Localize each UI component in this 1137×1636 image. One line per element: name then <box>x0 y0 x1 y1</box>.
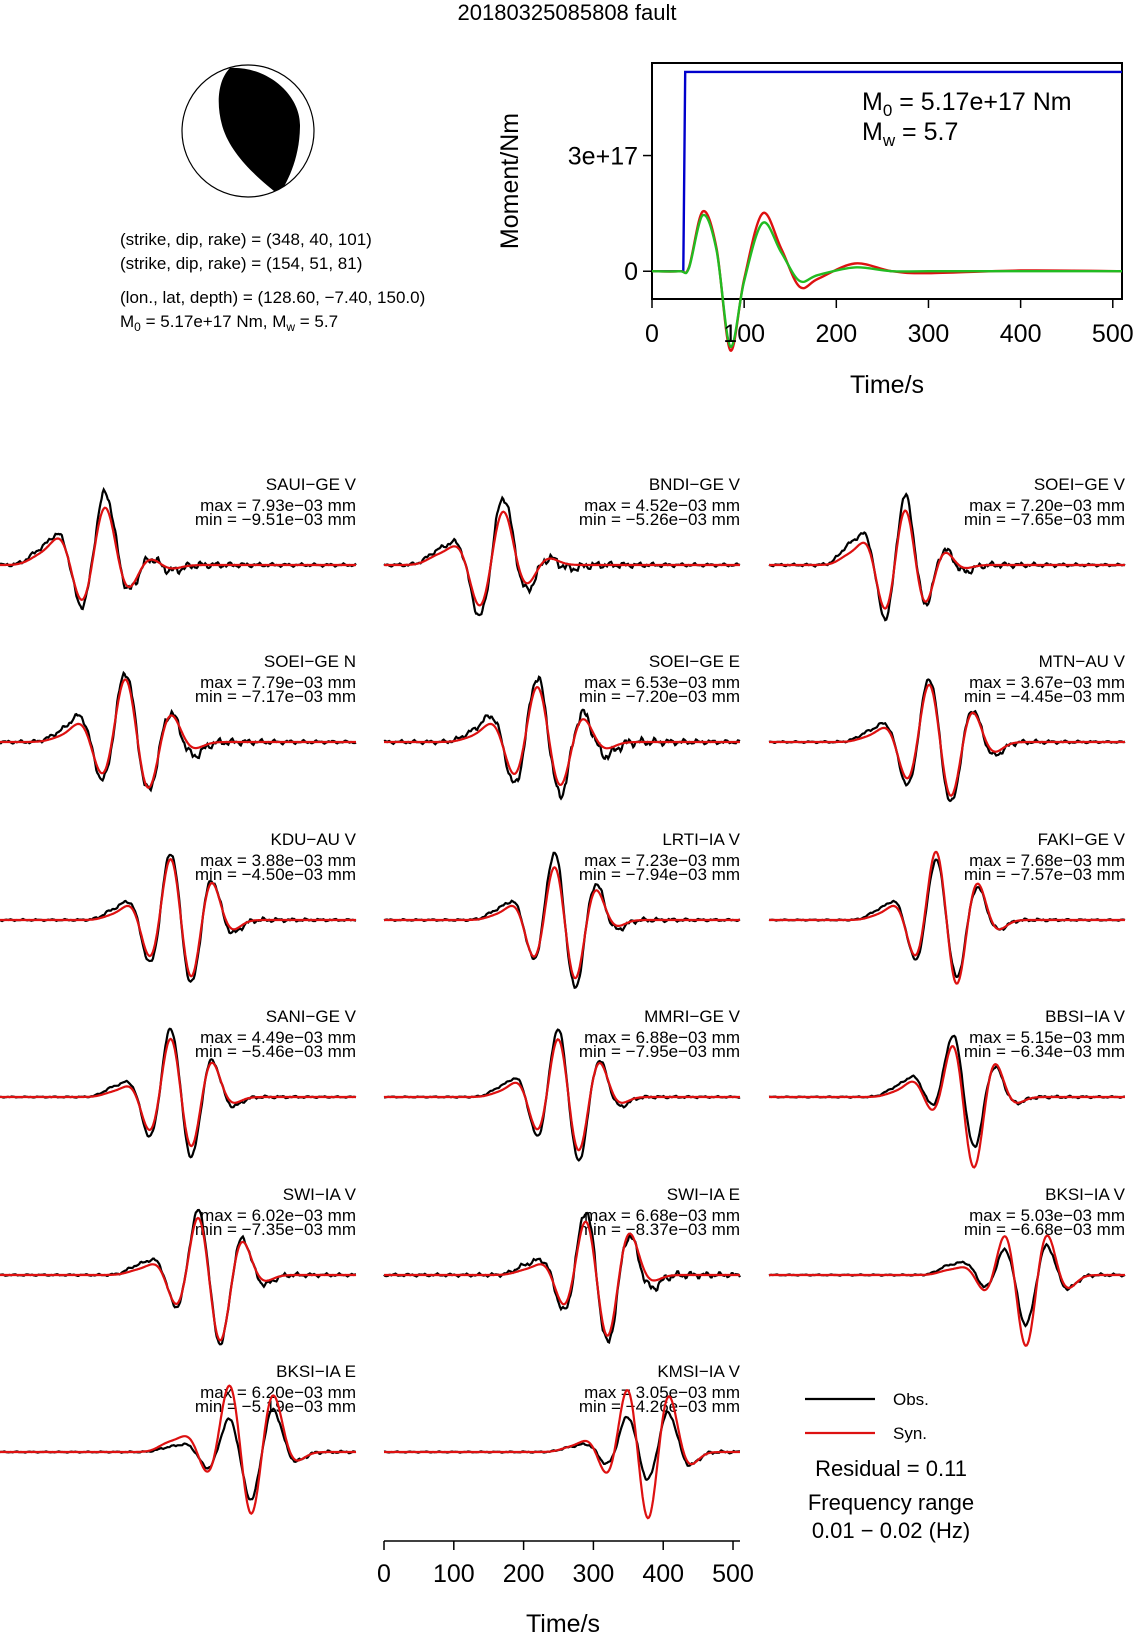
bottom-xtick-label: 200 <box>502 1560 545 1588</box>
trace-obs-line <box>769 1244 1125 1326</box>
trace-min-label: min = −4.50e−03 mm <box>194 865 356 884</box>
moment-ylabel: Moment/Nm <box>496 112 524 250</box>
trace-min-label: min = −7.20e−03 mm <box>578 687 740 706</box>
trace-min-label: min = −5.26e−03 mm <box>578 510 740 529</box>
waveform-trace <box>769 1185 1126 1346</box>
waveform-trace <box>769 830 1126 984</box>
trace-station-label: SWI−IA E <box>666 1185 740 1204</box>
moment-info: $M_0 = 5.17e+17$ Nm, $M_w = 5.7$ <box>120 312 339 334</box>
trace-max-label: max = 7.68e−03 mm <box>969 851 1125 870</box>
trace-max-label: max = 6.88e−03 mm <box>584 1028 740 1047</box>
trace-station-label: BKSI−IA E <box>276 1362 356 1381</box>
trace-obs-line <box>384 1412 740 1480</box>
strike-dip-rake-1: (strike, dip, rake) = (348, 40, 101) <box>120 230 372 249</box>
trace-station-label: SWI−IA V <box>282 1185 356 1204</box>
waveform-trace <box>0 1362 356 1514</box>
trace-max-label: max = 7.79e−03 mm <box>200 673 356 692</box>
moment-panel <box>496 63 1134 399</box>
trace-station-label: BNDI−GE V <box>648 475 740 494</box>
trace-station-label: MTN−AU V <box>1038 652 1125 671</box>
trace-max-label: max = 4.52e−03 mm <box>584 496 740 515</box>
legend <box>805 1390 974 1543</box>
waveform-trace <box>769 652 1126 801</box>
trace-station-label: SOEI−GE E <box>648 652 740 671</box>
waveform-trace <box>769 1007 1126 1167</box>
strike-dip-rake-2: (strike, dip, rake) = (154, 51, 81) <box>120 254 363 273</box>
frequency-value: 0.01 − 0.02 (Hz) <box>811 1518 971 1543</box>
waveform-trace <box>384 830 741 988</box>
bottom-time-axis <box>377 1541 754 1588</box>
moment-ytick-label: 0 <box>624 258 638 287</box>
trace-min-label: min = −7.94e−03 mm <box>578 865 740 884</box>
trace-min-label: min = −7.35e−03 mm <box>194 1220 356 1239</box>
trace-station-label: KMSI−IA V <box>657 1362 740 1381</box>
trace-min-label: min = −7.65e−03 mm <box>963 510 1125 529</box>
trace-min-label: min = −8.37e−03 mm <box>578 1220 740 1239</box>
trace-min-label: min = −6.34e−03 mm <box>963 1042 1125 1061</box>
waveform-trace <box>0 830 357 982</box>
trace-station-label: FAKI−GE V <box>1037 830 1125 849</box>
trace-syn-line <box>769 1236 1125 1346</box>
trace-station-label: SOEI−GE V <box>1033 475 1125 494</box>
figure-title: 20180325085808 fault <box>457 0 677 25</box>
waveform-trace <box>0 475 357 609</box>
trace-min-label: min = −4.26e−03 mm <box>578 1397 740 1416</box>
moment-xtick-label: 300 <box>907 320 950 348</box>
trace-max-label: max = 6.53e−03 mm <box>584 673 740 692</box>
trace-station-label: MMRI−GE V <box>644 1007 740 1026</box>
frequency-title: Frequency range <box>807 1490 975 1515</box>
moment-xtick-label: 500 <box>1091 320 1134 348</box>
trace-min-label: min = −7.95e−03 mm <box>578 1042 740 1061</box>
trace-max-label: max = 5.03e−03 mm <box>969 1206 1125 1225</box>
moment-m0-label: $M_0 = 5.17e+17$ Nm <box>862 88 1072 120</box>
residual-text: Residual = 0.11 <box>815 1456 967 1481</box>
waveform-trace <box>0 1007 357 1157</box>
bottom-xtick-label: 100 <box>432 1560 475 1588</box>
trace-obs-line <box>0 1409 356 1500</box>
waveform-trace <box>0 652 356 790</box>
trace-min-label: min = −7.57e−03 mm <box>963 865 1125 884</box>
bottom-xtick-label: 0 <box>377 1560 391 1588</box>
trace-station-label: SOEI−GE N <box>263 652 356 671</box>
trace-station-label: BKSI−IA V <box>1045 1185 1125 1204</box>
trace-max-label: max = 4.49e−03 mm <box>200 1028 356 1047</box>
legend-obs-label: Obs. <box>893 1390 929 1409</box>
waveform-trace <box>384 1185 740 1342</box>
waveform-trace <box>384 652 740 799</box>
trace-max-label: max = 5.15e−03 mm <box>969 1028 1125 1047</box>
trace-max-label: max = 7.20e−03 mm <box>969 496 1125 515</box>
waveform-trace <box>769 475 1126 620</box>
bottom-xtick-label: 500 <box>712 1560 754 1588</box>
trace-max-label: max = 7.93e−03 mm <box>200 496 356 515</box>
trace-max-label: max = 3.05e−03 mm <box>584 1383 740 1402</box>
trace-station-label: BBSI−IA V <box>1045 1007 1125 1026</box>
bottom-xtick-label: 400 <box>642 1560 685 1588</box>
trace-min-label: min = −6.68e−03 mm <box>963 1220 1125 1239</box>
trace-max-label: max = 7.23e−03 mm <box>584 851 740 870</box>
waveform-grid <box>0 475 1126 1518</box>
trace-max-label: max = 6.20e−03 mm <box>200 1383 356 1402</box>
moment-ytick-label: 3e+17 <box>567 142 638 171</box>
moment-xtick-label: 0 <box>645 320 659 348</box>
moment-mw-label: $M_w = 5.7$ <box>862 118 959 150</box>
trace-min-label: min = −5.19e−03 mm <box>194 1397 356 1416</box>
legend-syn-label: Syn. <box>893 1424 928 1443</box>
waveform-trace <box>384 1362 741 1518</box>
location-info: (lon., lat, depth) = (128.60, −7.40, 150.0) <box>120 288 426 307</box>
bottom-xtick-label: 300 <box>572 1560 615 1588</box>
trace-station-label: KDU−AU V <box>270 830 356 849</box>
waveform-trace <box>384 1007 741 1160</box>
bottom-xlabel: Time/s <box>525 1610 601 1636</box>
trace-min-label: min = −9.51e−03 mm <box>194 510 356 529</box>
waveform-trace <box>384 475 741 615</box>
trace-station-label: SAUI−GE V <box>265 475 356 494</box>
trace-station-label: LRTI−IA V <box>662 830 740 849</box>
moment-xtick-label: 200 <box>815 320 858 348</box>
trace-min-label: min = −4.45e−03 mm <box>963 687 1125 706</box>
trace-max-label: max = 6.02e−03 mm <box>200 1206 356 1225</box>
moment-xlabel: Time/s <box>849 371 925 399</box>
trace-min-label: min = −7.17e−03 mm <box>194 687 356 706</box>
moment-xtick-label: 100 <box>723 320 766 348</box>
trace-max-label: max = 3.88e−03 mm <box>200 851 356 870</box>
trace-max-label: max = 6.68e−03 mm <box>584 1206 740 1225</box>
trace-min-label: min = −5.46e−03 mm <box>194 1042 356 1061</box>
trace-station-label: SANI−GE V <box>265 1007 356 1026</box>
trace-syn-line <box>769 1046 1125 1167</box>
trace-max-label: max = 3.67e−03 mm <box>969 673 1125 692</box>
fault-info <box>120 230 425 334</box>
waveform-trace <box>0 1185 357 1344</box>
moment-xtick-label: 400 <box>999 320 1042 348</box>
beachball-icon <box>182 65 314 197</box>
